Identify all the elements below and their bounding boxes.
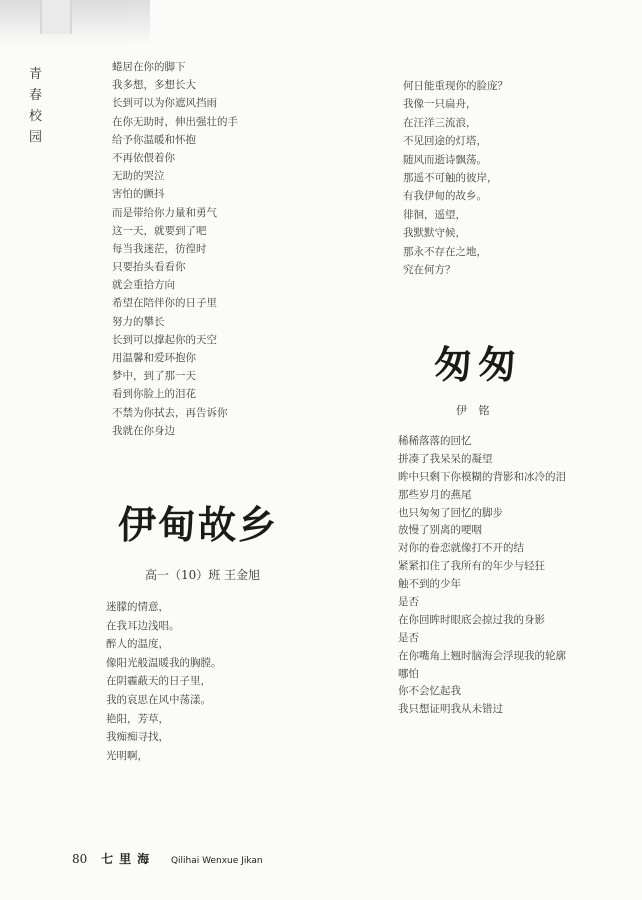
page-footer (72, 850, 263, 867)
poem-line: 害怕的颤抖 (112, 188, 165, 201)
poem-line: 在你回眸时眼底会掠过我的身影 (398, 613, 545, 626)
poem-line: 随风而逝诗飘荡。 (403, 153, 487, 166)
poem-line: 努力的攀长 (112, 315, 165, 328)
poem-line: 在你无助时，伸出强壮的手 (112, 115, 238, 128)
poem-line: 拼凑了我呆呆的凝望 (398, 452, 493, 465)
poem-line: 何日能重现你的脸庞？ (403, 80, 508, 92)
poem-line: 究在何方？ (403, 263, 456, 276)
poem-line: 醉人的温度， (106, 638, 169, 651)
poem-line: 那些岁月的燕尾 (398, 488, 472, 501)
poem-line: 是否 (398, 631, 419, 644)
poem-line: 我的哀思在风中荡漾。 (106, 693, 211, 706)
poem-line: 在我耳边浅唱。 (106, 619, 180, 632)
poem-line: 我像一只扁舟， (403, 98, 477, 111)
poem-line: 徘徊，遥望， (403, 208, 466, 221)
poem-line: 这一天，就要到了吧 (112, 224, 207, 237)
magazine-name: 七里海 (101, 852, 156, 866)
poem-line: 那永不存在之地， (403, 245, 487, 258)
poem-line: 是否 (398, 596, 419, 609)
poem-line: 我就在你身边 (112, 424, 175, 437)
poem-line: 有我伊甸的故乡。 (403, 190, 487, 203)
poem-line: 不再依偎着你 (112, 151, 175, 164)
poem-line: 希望在陪伴你的日子里 (112, 297, 217, 310)
poem-line: 长到可以撑起你的天空 (112, 333, 217, 346)
poem-line: 只要抬头看看你 (112, 261, 186, 274)
poem-title-congcong: 匆匆 (434, 343, 523, 387)
section-label-char: 园 (29, 130, 43, 145)
poem-line: 不禁为你拭去，再告诉你 (112, 406, 228, 419)
page-number: 80 (72, 852, 88, 866)
poem-author-congcong: 伊 铭 (456, 404, 494, 417)
poem-line: 长到可以为你遮风挡雨 (112, 97, 217, 110)
poem-text-column (112, 58, 238, 440)
poem-line: 就会重拾方向 (112, 279, 175, 292)
section-label-char: 春 (29, 88, 43, 103)
poem-continuation-column (403, 77, 508, 279)
poem-line: 看到你脸上的泪花 (112, 388, 196, 401)
poem-line: 我多想，多想长大 (112, 79, 196, 92)
header-decoration (0, 0, 150, 46)
poem-line: 稀稀落落的回忆 (398, 435, 472, 447)
poem-line: 蜷居在你的脚下 (112, 61, 186, 73)
section-label-char: 校 (29, 109, 43, 124)
poem-line: 我痴痴寻找， (106, 731, 169, 744)
poem-line: 我只想证明我从未错过 (398, 703, 503, 716)
poem-line: 而是带给你力量和勇气 (112, 206, 217, 219)
poem-line: 光明啊， (106, 749, 148, 762)
poem-yidian-body (106, 598, 222, 765)
poem-line: 在你嘴角上翘时脑海会浮现我的轮廓 (398, 649, 566, 662)
poem-line: 紧紧扣住了我所有的年少与轻狂 (398, 560, 545, 573)
poem-line: 无助的哭泣 (112, 170, 165, 183)
poem-author-yidian: 高一（10）班 王金旭 (145, 568, 261, 582)
poem-line: 每当我迷茫，彷徨时 (112, 242, 207, 255)
poem-line: 那遥不可触的彼岸， (403, 171, 498, 184)
poem-line: 用温馨和爱环抱你 (112, 352, 196, 364)
poem-line: 你不会忆起我 (398, 685, 461, 698)
poem-line: 眸中只剩下你模糊的背影和冰冷的泪 (398, 470, 566, 483)
magazine-pinyin: Qilihai Wenxue Jikan (170, 856, 263, 866)
poem-line: 触不到的少年 (398, 578, 461, 591)
poem-line: 对你的眷恋就像打不开的结 (398, 542, 524, 555)
section-label (29, 64, 43, 148)
poem-line: 我默默守候， (403, 227, 466, 240)
poem-congcong-body (372, 433, 586, 719)
poem-line: 不见回途的灯塔， (403, 135, 487, 148)
poem-line: 给予你温暖和怀抱 (112, 133, 196, 146)
section-label-char: 青 (29, 67, 43, 82)
poem-line: 在阴霾蔽天的日子里， (106, 675, 211, 688)
poem-line: 迷朦的情意， (106, 601, 169, 613)
poem-line: 像阳光般温暖我的胸膛。 (106, 656, 222, 669)
poem-line: 放慢了别离的哽咽 (398, 524, 482, 537)
poem-line: 艳阳，芳草， (106, 712, 169, 725)
poem-line: 在汪洋三流浪， (403, 116, 477, 129)
poem-line: 哪怕 (398, 667, 419, 680)
poem-line: 也只匆匆了回忆的脚步 (398, 506, 503, 519)
poem-line: 梦中，到了那一天 (112, 370, 196, 383)
poem-title-yidian: 伊甸故乡 (118, 503, 279, 547)
